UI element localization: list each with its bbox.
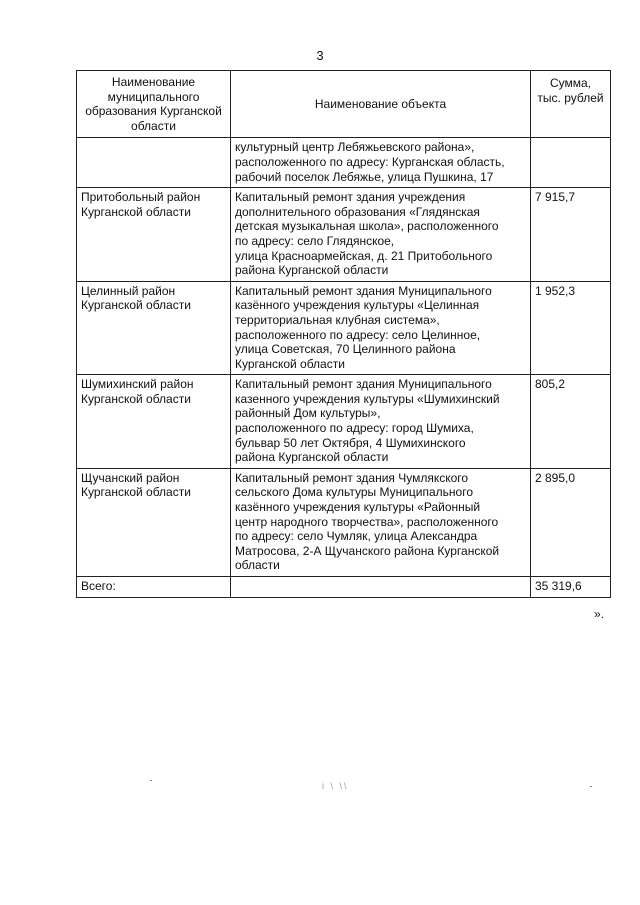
amount-cell: 805,2 — [531, 375, 611, 469]
municipality-cell: Целинный район Курганской области — [77, 281, 231, 375]
amount-cell: 7 915,7 — [531, 188, 611, 282]
scan-speck — [590, 786, 592, 787]
total-row — [77, 577, 611, 598]
table-row — [77, 468, 611, 576]
table-row — [77, 138, 611, 188]
allocation-table — [76, 70, 611, 598]
closing-quote-mark: ». — [594, 607, 605, 621]
object-cell: культурный центр Лебяжьевского района», расположенного по адресу: Курганская область, рабочий поселок Лебяжье, улица Пушкина, 17 — [231, 138, 531, 188]
scan-marks: i \ \\ — [322, 781, 349, 791]
municipality-cell: Притобольный район Курганской области — [77, 188, 231, 282]
amount-cell: 2 895,0 — [531, 468, 611, 576]
municipality-cell: Шумихинский район Курганской области — [77, 375, 231, 469]
table-header-row — [77, 71, 611, 138]
table-row — [77, 281, 611, 375]
object-cell: Капитальный ремонт здания Муниципального казённого учреждения культуры «Целинная территориальная клубная система», расположенного по адресу: село Целинное, улица Советская, 70 Целинного района Курганской области — [231, 281, 531, 375]
scan-speck — [150, 780, 152, 781]
table-row — [77, 188, 611, 282]
header-object: Наименование объекта — [231, 71, 531, 138]
page-number: 3 — [316, 48, 324, 63]
object-cell: Капитальный ремонт здания Чумлякского сельского Дома культуры Муниципального казённого учреждения культуры «Районный центр народного творчества», расположенного по адресу: село Чумляк, улица Александра Матросова, 2-А Щучанского района Курганской области — [231, 468, 531, 576]
municipality-cell: Щучанский район Курганской области — [77, 468, 231, 576]
total-object-cell — [231, 577, 531, 598]
header-amount: Сумма, тыс. рублей — [531, 71, 611, 138]
amount-cell — [531, 138, 611, 188]
amount-cell: 1 952,3 — [531, 281, 611, 375]
total-label: Всего: — [77, 577, 231, 598]
object-cell: Капитальный ремонт здания Муниципального казенного учреждения культуры «Шумихинский районный Дом культуры», расположенного по адресу: город Шумиха, бульвар 50 лет Октября, 4 Шумихинского района Курганской области — [231, 375, 531, 469]
object-cell: Капитальный ремонт здания учреждения дополнительного образования «Глядянская детская музыкальная школа», расположенного по адресу: село Глядянское, улица Красноармейская, д. 21 Притобольного района Курганской области — [231, 188, 531, 282]
municipality-cell — [77, 138, 231, 188]
table-row — [77, 375, 611, 469]
total-amount: 35 319,6 — [531, 577, 611, 598]
header-municipality: Наименование муниципального образования Курганской области — [77, 71, 231, 138]
